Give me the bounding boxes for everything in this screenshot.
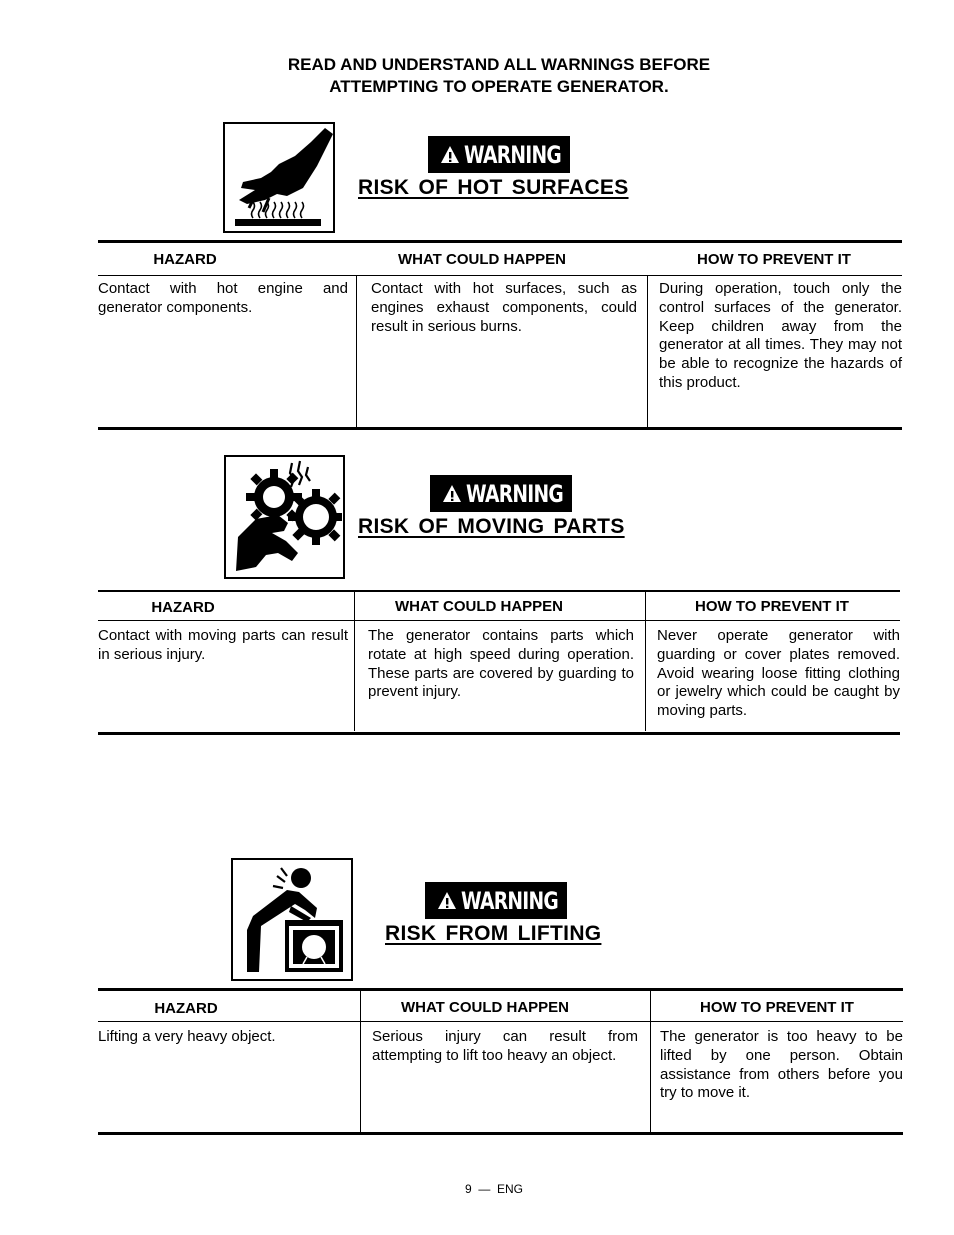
col-header-hazard: HAZARD: [153, 251, 217, 268]
warning-triangle-icon: [442, 484, 462, 503]
cell-what-could-happen: Serious injury can result from attempting to lift too heavy an object.: [372, 1028, 638, 1064]
warning-label: WARNING: [466, 479, 563, 508]
col-header-how-to-prevent: HOW TO PREVENT IT: [695, 598, 849, 615]
col-header-hazard: HAZARD: [151, 599, 215, 616]
section-title-lifting: RISK FROM LIFTING: [385, 922, 602, 945]
hot-surface-hand-icon: [223, 122, 335, 233]
warning-badge: [428, 136, 570, 173]
col-header-what-could-happen: WHAT COULD HAPPEN: [394, 598, 564, 615]
column-divider: [650, 988, 651, 1132]
column-divider: [360, 988, 361, 1132]
table-bottom-rule: [98, 1132, 903, 1135]
warning-badge: [430, 475, 572, 512]
col-header-what-could-happen: WHAT COULD HAPPEN: [400, 999, 570, 1016]
column-divider: [645, 590, 646, 731]
table-header-row: [98, 240, 902, 276]
warning-label: WARNING: [464, 140, 561, 169]
hazard-table-moving-parts: [98, 590, 900, 736]
table-header-row: [98, 988, 903, 1022]
warning-triangle-icon: [440, 145, 460, 164]
column-divider: [647, 276, 648, 427]
cell-how-to-prevent: Never operate generator with guarding or cover plates removed. Avoid wearing loose fitting clothing or jewelry which could be caught by moving parts.: [657, 627, 900, 720]
cell-how-to-prevent: During operation, touch only the control surfaces of the generator. Keep children away from the generator at all times. They may not be able to recognize the hazards of this product.: [659, 280, 902, 391]
hazard-table-hot-surfaces: [98, 240, 902, 430]
column-divider: [354, 590, 355, 731]
table-bottom-rule: [98, 732, 900, 735]
table-header-row: [98, 590, 900, 621]
column-divider: [356, 276, 357, 427]
hazard-table-lifting: [98, 988, 903, 1136]
page-header: [0, 54, 954, 98]
warning-label: WARNING: [461, 886, 558, 915]
col-header-how-to-prevent: HOW TO PREVENT IT: [700, 999, 854, 1016]
col-header-hazard: HAZARD: [154, 1000, 218, 1017]
col-header-what-could-happen: WHAT COULD HAPPEN: [397, 251, 567, 268]
cell-what-could-happen: Contact with hot surfaces, such as engines exhaust components, could result in serious burns.: [371, 280, 637, 335]
moving-gears-hand-icon: [224, 455, 345, 579]
person-lifting-icon: [231, 858, 353, 981]
header-line-1: READ AND UNDERSTAND ALL WARNINGS BEFORE: [287, 55, 711, 74]
warning-triangle-icon: [437, 891, 457, 910]
cell-how-to-prevent: The generator is too heavy to be lifted by one person. Obtain assistance from others before you try to move it.: [660, 1028, 903, 1102]
page-footer: 9 — ENG: [464, 1182, 523, 1196]
cell-hazard: Contact with hot engine and generator components.: [98, 280, 348, 316]
cell-hazard: Lifting a very heavy object.: [98, 1028, 276, 1045]
section-title-hot-surfaces: RISK OF HOT SURFACES: [358, 176, 629, 199]
cell-hazard: Contact with moving parts can result in serious injury.: [98, 627, 348, 663]
table-bottom-rule: [98, 427, 902, 430]
cell-what-could-happen: The generator contains parts which rotate at high speed during operation. These parts are covered by guarding to prevent injury.: [368, 627, 634, 701]
header-line-2: ATTEMPTING TO OPERATE GENERATOR.: [329, 77, 669, 96]
col-header-how-to-prevent: HOW TO PREVENT IT: [697, 251, 851, 268]
section-title-moving-parts: RISK OF MOVING PARTS: [358, 515, 625, 538]
warning-badge: [425, 882, 567, 919]
